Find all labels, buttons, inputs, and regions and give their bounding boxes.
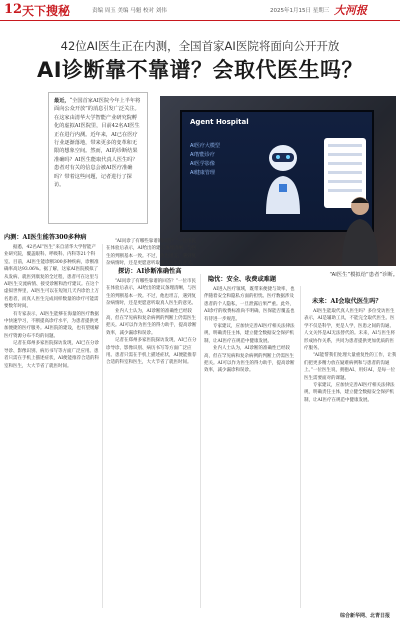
- article-subtitle: 42位AI医生正在内测，全国首家AI医院将面向公开开放: [60, 39, 340, 53]
- paragraph: “AI问诊了有哪些靠谱的回答？”一位市民在体验后表示，AI给出的建议条理清晰，与医生的判断基本一致。不过，他也坦言，遇到复杂病情时，还是更愿意听取真人医生的意见。: [106, 239, 197, 267]
- byline: 综合新华网、北青日报: [340, 613, 391, 619]
- paragraph: 业内人士认为，AI诊断的准确性已经较高，但在罕见病和复杂病例的判断上仍需医生把关。AI可以作为医生的得力助手，提高诊断效率，减少漏诊和误诊。: [106, 308, 197, 336]
- subhead-visit: 探访：AI诊断准确性高: [118, 268, 182, 275]
- column-2-top: [106, 238, 198, 267]
- paragraph: 业内人士认为，AI诊断的准确性已经较高，但在罕见病和复杂病例的判断上仍需医生把关。AI可以作为医生的得力助手，提高诊断效率，减少漏诊和误诊。: [204, 346, 295, 374]
- column-3: [204, 286, 298, 608]
- editor-credits: 责编 周玉 美编 马魁 校对 刘伟: [92, 8, 167, 14]
- column-4: [304, 308, 398, 610]
- section-name: 天下搜秘: [22, 4, 71, 18]
- paragraph: 专家建议，应加快完善AI医疗相关法律法规，明确责任主体，建立健全数据安全保护机制，让AI医疗在规范中健康发展。: [204, 324, 295, 344]
- paragraph: 据悉，42名AI“医生”来自清华大学智能产业研究院，覆盖眼科、呼吸科、内科等21个科室。目前，AI医生能诊断300多种疾病，诊断准确率高达93.06%。据了解，这家AI医院模拟了从发病、就医到康复的全过程，患者可在这里与AI医生交流病情、接受诊断和治疗建议。在这个虚拟世界里，AI医生可以在短短几天内诊治上万名患者，而真人医生完成同样数量的诊疗可能需要数年时间。: [4, 245, 100, 310]
- screen-menu-item: AI智能诊疗: [190, 152, 215, 158]
- subhead-trial: 内测：AI医生能答300多种病: [4, 234, 87, 241]
- intro-box: [48, 92, 148, 224]
- paragraph: “AI问诊了有哪些靠谱的回答？”一位市民在体验后表示，AI给出的建议条理清晰，与医生的判断基本一致。不过，他也坦言，遇到复杂病情时，还是更愿意听取真人医生的意见。: [106, 279, 197, 307]
- paragraph: 记者在郑州多家医院探访发现，AI已在分诊导诊、影像识别、病历书写等方面广泛应用。患者只需在手机上描述症状，AI便能推荐合适的科室和医生，大大节省了就医时间。: [106, 338, 197, 366]
- paragraph: 有专家表示，AI医生能够在海量的医疗数据中快速学习，不断提高诊疗水平，为患者提供更加便捷的医疗服务。AI医院的建设，也有望缓解医疗资源分布不均的问题。: [4, 311, 100, 339]
- issue-date: 2025年1月15日 星期三: [270, 8, 330, 14]
- intro-text: “全国首家AI医院今年上半年将面向公众开放”的消息引发广泛关注。在这家由清华大学智能产业研究院孵化的虚拟AI医院里，目前42名AI医生正在进行内测。近年来，AI已在医疗行业逐渐落地，带来更多的变革和无限的想象空间。然而，AI的诊断结果准确吗？AI医生能取代真人医生吗？患者对有关的信息会被AI医疗准确吗？带着这些问题，记者进行了探访。: [54, 98, 141, 189]
- subhead-future: 未来：AI会取代医生吗？: [312, 298, 382, 305]
- presenter-figure: [338, 192, 382, 266]
- column-1: [4, 244, 100, 608]
- subhead-concern: 隐忧：安全、收费或难题: [208, 276, 277, 283]
- intro-prefix: 最近，: [54, 98, 70, 104]
- screen-menu-item: AI医疗大模型: [190, 143, 220, 149]
- paragraph: 记者在郑州多家医院探访发现，AI已在分诊导诊、影像识别、病历书写等方面广泛应用。患者只需在手机上描述症状，AI便能推荐合适的科室和医生，大大节省了就医时间。: [4, 341, 100, 369]
- photo-caption: “AI医生”模拟给“患者”诊断。: [329, 272, 398, 278]
- newspaper-logo: 大河报: [334, 4, 367, 17]
- column-2: [106, 278, 198, 608]
- column-divider: [200, 274, 201, 608]
- masthead: [0, 0, 400, 21]
- column-divider: [102, 244, 103, 608]
- screen-menu-item: AI医学影像: [190, 161, 215, 167]
- column-divider: [300, 286, 301, 608]
- screen-menu: [190, 142, 220, 178]
- screen-title: Agent Hospital: [190, 118, 249, 126]
- paragraph: “AI能帮我们处理大量重复性的工作，让我们把更多精力放在疑难病例和与患者的沟通上。”一位医生说，拥抱AI、用好AI，是每一位医生需要面对的课题。: [304, 353, 397, 381]
- article-headline: AI诊断靠不靠谱？会取代医生吗？: [36, 58, 364, 82]
- paragraph: AI医生能取代真人医生吗？多位受访医生表示，AI是辅助工具，不能完全取代医生。医学不仅是科学，更是人学，医患之间的沟通、人文关怀是AI无法替代的。未来，AI与医生将形成协作关系，共同为患者提供更加优质的医疗服务。: [304, 309, 396, 352]
- section-number: 12: [4, 2, 23, 17]
- paragraph: AI进入医疗领域，既带来便捷与效率，也伴随着安全和隐私方面的担忧。医疗数据涉及患者的个人隐私，一旦泄露后果严重。此外，AI诊疗的收费标准尚不明确，医保能否覆盖也有待进一步规范。: [204, 287, 295, 322]
- paragraph: 专家建议，应加快完善AI医疗相关法律法规，明确责任主体，建立健全数据安全保护机制，让AI医疗在规范中健康发展。: [304, 383, 395, 403]
- robot-illustration: [250, 136, 316, 216]
- screen-menu-item: AI健康管理: [190, 170, 215, 176]
